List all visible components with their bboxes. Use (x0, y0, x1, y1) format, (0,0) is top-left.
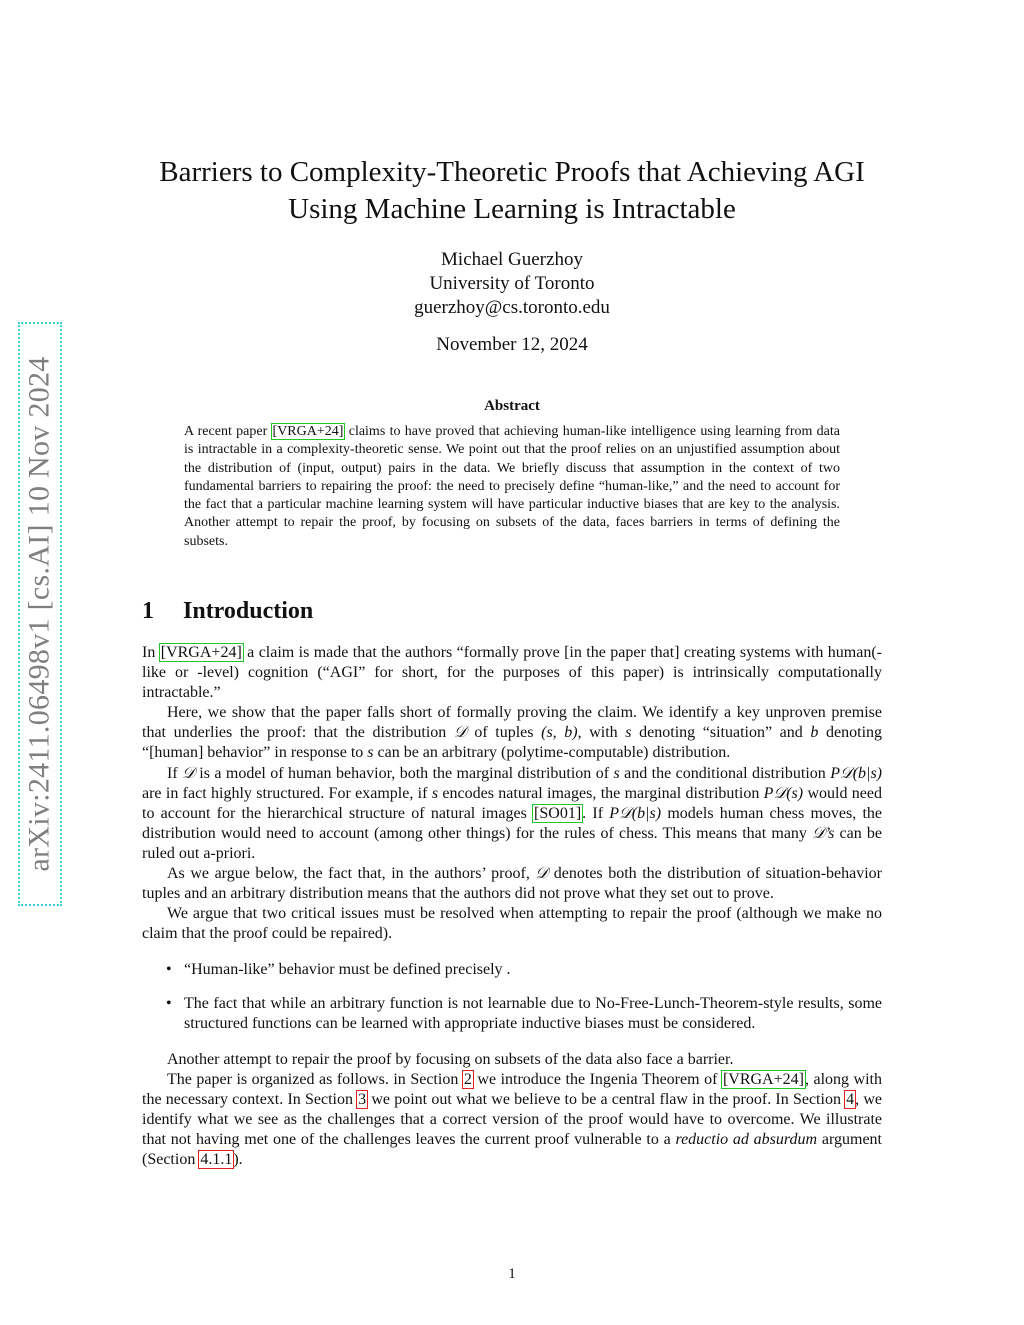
text-run: argument (Section (142, 1131, 883, 1169)
author-affiliation: University of Toronto (429, 273, 595, 294)
bullet-icon: • (166, 994, 172, 1012)
citation-link[interactable]: [VRGA+24] (160, 644, 242, 661)
paragraph: We argue that two critical issues must be resolved when attempting to repair the proof (although we make no claim that the proof could be repaired). (142, 905, 882, 943)
math-symbol: 𝒟 (535, 865, 549, 883)
math-symbol: 𝒟 (453, 724, 467, 742)
text-run: of tuples (466, 724, 542, 742)
paragraph (142, 1070, 882, 1170)
section-body (142, 643, 882, 1170)
paragraph (142, 703, 882, 763)
text-run: , we identify what we see as the challenges that a correct version of the proof would have to overcome. We illustrate that not having met one of the challenges leaves the current proof vulnerable to a (142, 1090, 882, 1149)
section-ref-link[interactable]: 4.1.1 (200, 1151, 233, 1169)
abstract-text-part: A recent paper (184, 424, 272, 439)
text-run: If (167, 764, 183, 782)
text-run: and the conditional distribution (619, 764, 831, 782)
list-item-text: The fact that while an arbitrary function is not learnable due to No-Free-Lunch-Theorem-style results, some structured functions can be learned with appropriate inductive biases must be considered. (184, 994, 882, 1032)
list-item (142, 994, 882, 1034)
text-run: we introduce the Ingenia Theorem of (472, 1070, 722, 1088)
text-run: Here, we show that the paper falls short of formally proving the claim. We identify a key unproven premise that underlies the proof: that the distribution (142, 704, 882, 742)
title-line-1: Barriers to Complexity-Theoretic Proofs that Achieving AGI (159, 156, 865, 188)
text-run: would need to account for the hierarchical structure of natural images (142, 784, 883, 822)
page-number: 1 (508, 1266, 516, 1282)
paragraph (142, 764, 882, 864)
text-run: The paper is organized as follows. in Section (167, 1070, 463, 1088)
bullet-icon: • (166, 961, 172, 979)
text-run: are in fact highly structured. For example, if (142, 784, 432, 802)
section-ref-link[interactable]: 4 (846, 1090, 855, 1108)
paragraph (142, 864, 882, 904)
math-symbol: s (613, 764, 620, 782)
math-symbol: b (810, 724, 819, 742)
math-symbol: 𝒟 (182, 764, 195, 782)
bullet-list (142, 960, 882, 1033)
text-run: encodes natural images, the marginal distribution (438, 784, 764, 802)
citation-link[interactable]: [SO01] (534, 804, 582, 822)
list-item-text: “Human-like” behavior must be defined precisely . (184, 961, 511, 979)
arxiv-identifier: arXiv:2411.06498v1 [cs.AI] 10 Nov 2024 (23, 356, 56, 872)
abstract-text (184, 423, 840, 551)
text-run: models human chess moves, the distribution would need to account (among other things) for the rules of chess. This means that many (142, 804, 882, 842)
math-symbol: 𝒟’s (812, 824, 835, 842)
author-email: guerzhoy@cs.toronto.edu (414, 297, 610, 318)
paragraph: Another attempt to repair the proof by focusing on subsets of the data also face a barrier. (167, 1050, 734, 1068)
text-run: denotes both the distribution of situation-behavior tuples and an arbitrary distribution means that the authors did not prove what they set out to prove. (142, 865, 883, 903)
text-run: , with (577, 724, 626, 742)
section-title: Introduction (183, 598, 314, 624)
text-run: denoting “situation” and (631, 724, 811, 742)
paragraph (142, 643, 882, 703)
citation-link[interactable]: [VRGA+24] (722, 1070, 804, 1088)
math-symbol: P𝒟(b|s) (609, 804, 662, 822)
list-item (142, 960, 882, 980)
text-run: we point out what we believe to be a central flaw in the proof. In Section (367, 1090, 846, 1108)
text-run: is a model of human behavior, both the marginal distribution of (194, 764, 614, 782)
section-ref-link[interactable]: 3 (358, 1090, 367, 1108)
text-run: can be an arbitrary (polytime-computable) distribution. (373, 744, 731, 762)
math-symbol: P𝒟(s) (763, 784, 804, 802)
paper-date: November 12, 2024 (436, 334, 588, 355)
text-run: denoting “[human] behavior” in response to (142, 724, 883, 762)
section-ref-link[interactable]: 2 (463, 1070, 472, 1088)
paper-title (142, 154, 882, 228)
emphasis-text: reductio ad absurdum (675, 1131, 818, 1149)
math-symbol: (s, b) (541, 724, 578, 742)
section-number: 1 (142, 598, 154, 624)
abstract-text-part: claims to have proved that achieving human-like intelligence using learning from data is intractable in a complexity-theoretic sense. We point out that the proof relies on an unjustified assumption about the distribution of (input, output) pairs in the data. We briefly discuss that assumption in the context of two fundamental barriers to repairing the proof: the need to precisely define “human-like,” and the need to account for the fact that a particular machine learning system will have particular inductive biases that are key to the analysis. Another attempt to repair the proof, by focusing on subsets of the data, faces barriers in terms of defining the subsets. (184, 424, 840, 549)
section-heading (142, 598, 313, 625)
text-run: can be ruled out a-priori. (142, 824, 882, 862)
text-run: In (142, 644, 160, 661)
author-name: Michael Guerzhoy (441, 249, 583, 270)
abstract-heading: Abstract (484, 398, 540, 414)
math-symbol: P𝒟(b|s) (830, 764, 883, 782)
math-symbol: s (367, 744, 374, 762)
text-run: a claim is made that the authors “formally prove [in the paper that] creating systems with human(-like or -level) cognition (“AGI” for short, for the purposes of this paper) is intrinsically computationally intractable.” (142, 644, 883, 702)
text-run: ). (233, 1151, 243, 1169)
citation-link[interactable]: [VRGA+24] (272, 424, 344, 439)
text-run: , along with the necessary context. In Section (142, 1070, 882, 1108)
title-line-2: Using Machine Learning is Intractable (288, 193, 736, 225)
text-run: . If (582, 804, 610, 822)
arxiv-sidebar-stamp[interactable] (18, 322, 62, 906)
text-run: As we argue below, the fact that, in the authors’ proof, (167, 865, 536, 883)
math-symbol: s (431, 784, 439, 802)
author-block (142, 248, 882, 320)
math-symbol: s (625, 724, 632, 742)
